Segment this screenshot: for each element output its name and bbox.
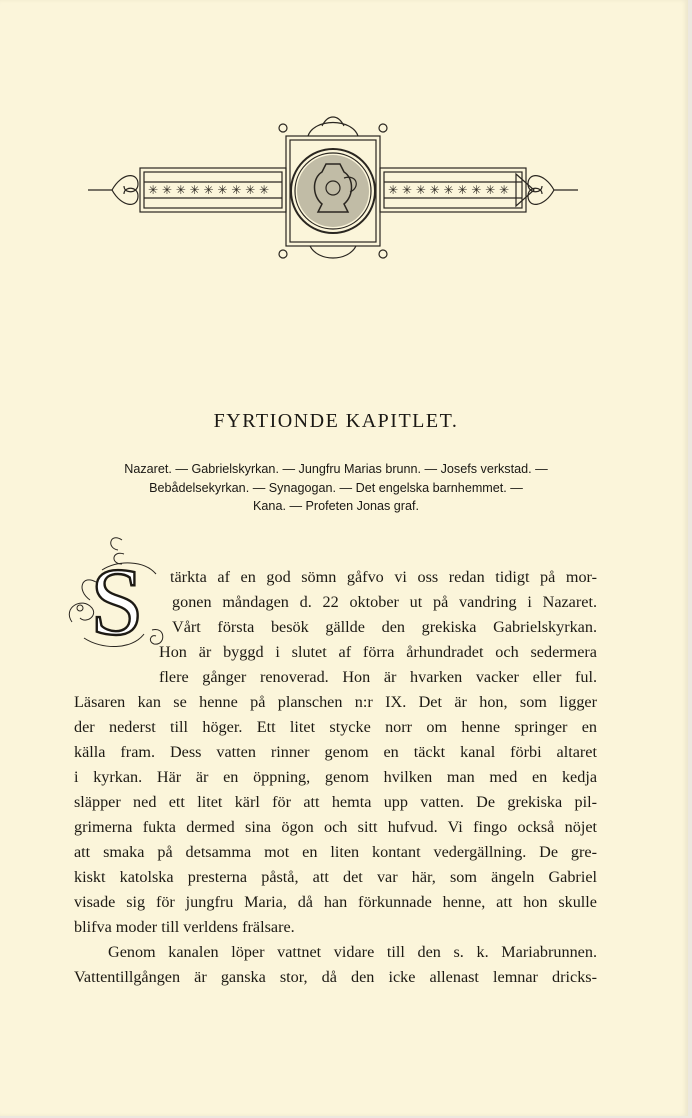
body-line: Vattentillgången är ganska stor, då den icke allenast lemnar dricks- <box>74 968 597 986</box>
summary-line: Kana. — Profeten Jonas graf. <box>253 499 419 513</box>
body-line: gonen måndagen d. 22 oktober ut på vandring i Nazaret. <box>172 593 597 611</box>
chapter-title: FYRTIONDE KAPITLET. <box>213 410 459 432</box>
body-line: der nederst till höger. Ett litet stycke norr om henne springer en <box>74 718 597 736</box>
body-line: grimerna fukta dermed sina ögon och sitt hufvud. Vi fingo också nöjet <box>74 818 597 836</box>
body-line: källa fram. Dess vatten rinner genom en täckt kanal förbi altaret <box>74 743 597 761</box>
ornamental-headpiece <box>78 112 588 270</box>
svg-text:✳ ✳ ✳ ✳ ✳ ✳ ✳ ✳ ✳: ✳ ✳ ✳ ✳ ✳ ✳ ✳ ✳ ✳ <box>388 183 510 197</box>
body-line: Hon är byggd i slutet af förra århundradet och sedermera <box>159 643 597 661</box>
body-line: Genom kanalen löper vattnet vidare till den s. k. Mariabrunnen. <box>108 943 597 961</box>
body-line: blifva moder till verldens frälsare. <box>74 918 295 936</box>
body-line: att smaka på detsamma mot en liten kontant vedergällning. De gre- <box>74 843 597 861</box>
svg-text:✳ ✳ ✳ ✳ ✳ ✳ ✳ ✳ ✳: ✳ ✳ ✳ ✳ ✳ ✳ ✳ ✳ ✳ <box>148 183 270 197</box>
body-line: flere gånger renoverad. Hon är hvarken vacker eller ful. <box>159 668 597 686</box>
body-line: Vårt första besök gällde den grekiska Gabrielskyrkan. <box>172 618 597 636</box>
summary-line: Bebådelsekyrkan. — Synagogan. — Det engelska barnhemmet. — <box>149 480 523 495</box>
body-line: släpper ned ett litet kärl för att hemta upp vatten. De grekiska pil- <box>74 793 597 811</box>
drop-cap-letter: S <box>90 548 144 655</box>
summary-line: Nazaret. — Gabrielskyrkan. — Jungfru Marias brunn. — Josefs verkstad. — <box>124 462 548 476</box>
chapter-summary <box>70 460 602 516</box>
body-line: kiskt katolska presterna påstå, att det var här, som ängeln Gabriel <box>74 868 597 886</box>
ornamental-drop-cap <box>62 530 172 662</box>
body-line: visade sig för jungfru Maria, då han förkunnade henne, att hon skulle <box>74 893 597 911</box>
body-line: tärkta af en god sömn gåfvo vi oss redan tidigt på mor- <box>170 568 597 586</box>
body-line: i kyrkan. Här är en öppning, genom hvilken man med en kedja <box>74 768 597 786</box>
body-line: Läsaren kan se henne på planschen n:r IX. Det är hon, som ligger <box>74 693 597 711</box>
